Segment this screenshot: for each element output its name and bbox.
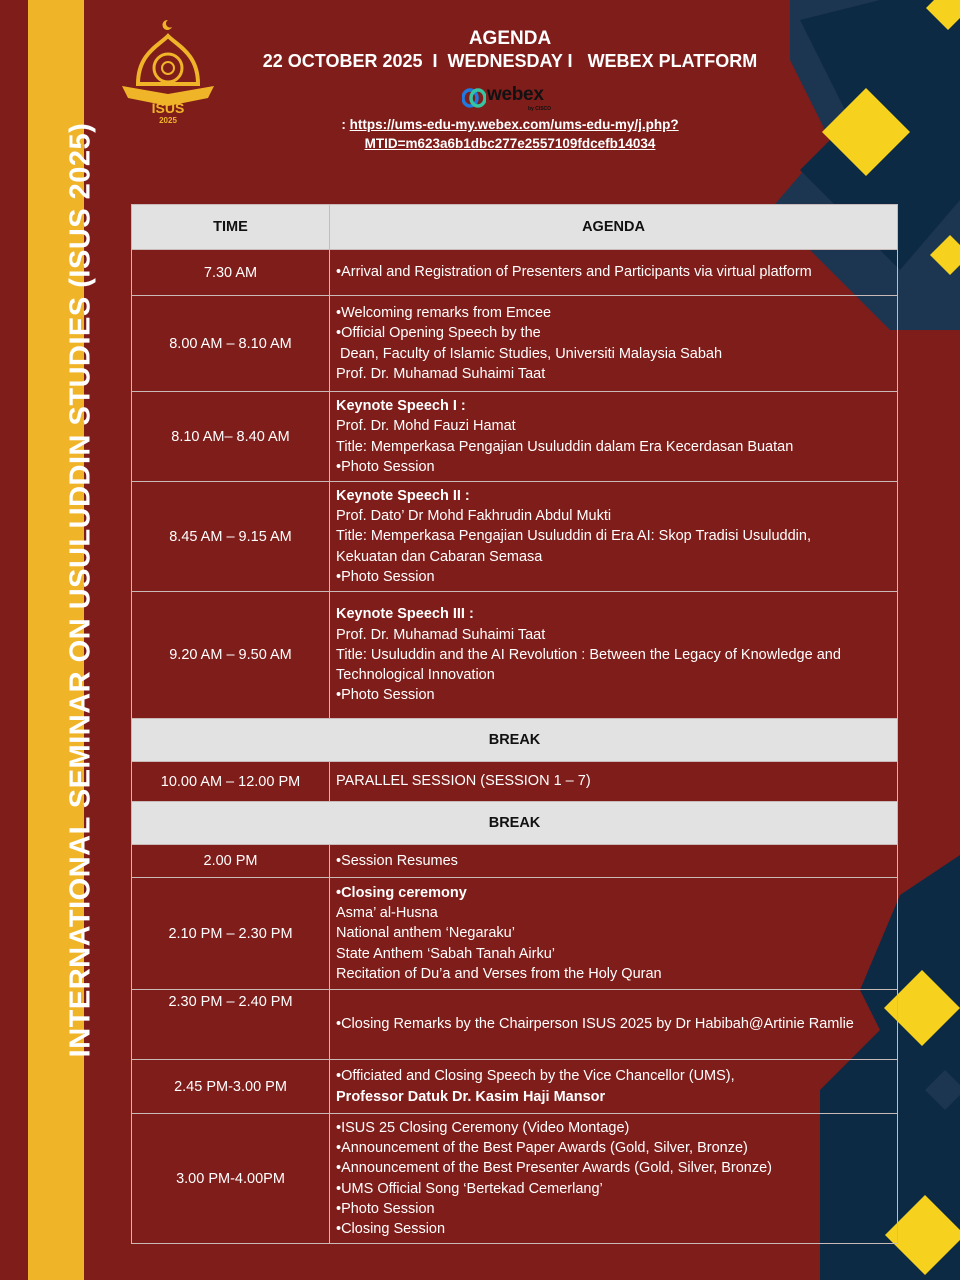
agenda-line: •Officiated and Closing Speech by the Vice Chancellor (UMS), [336, 1068, 735, 1085]
agenda-line: •Closing Remarks by the Chairperson ISUS 2025 by Dr Habibah@Artinie Ramlie [336, 1016, 854, 1033]
time-cell: 2.10 PM – 2.30 PM [132, 878, 330, 990]
agenda-table [131, 204, 898, 1244]
agenda-line: Prof. Dr. Mohd Fauzi Hamat [336, 418, 516, 435]
agenda-line: Title: Memperkasa Pengajian Usuluddin di Era AI: Skop Tradisi Usuluddin, [336, 528, 811, 545]
agenda-line: Recitation of Du’a and Verses from the Holy Quran [336, 965, 662, 982]
table-row [132, 392, 898, 482]
event-date-platform: 22 OCTOBER 2025 I WEDNESDAY I WEBEX PLATFORM [262, 51, 758, 71]
table-row [132, 878, 898, 990]
seminar-title-vertical: INTERNATIONAL SEMINAR ON USULUDDIN STUDIES (ISUS 2025) [64, 122, 97, 1058]
break-label: BREAK [132, 802, 898, 845]
break-row [132, 719, 898, 762]
column-header-time: TIME [132, 205, 330, 250]
table-row [132, 845, 898, 878]
time-cell: 8.45 AM – 9.15 AM [132, 482, 330, 592]
agenda-line: Kekuatan dan Cabaran Semasa [336, 548, 543, 565]
table-row [132, 592, 898, 719]
time-cell: 8.00 AM – 8.10 AM [132, 296, 330, 392]
page-header [220, 28, 800, 72]
link-prefix: : [341, 117, 350, 132]
agenda-line: •UMS Official Song ‘Bertekad Cemerlang’ [336, 1180, 603, 1197]
time-cell: 7.30 AM [132, 250, 330, 296]
break-row [132, 802, 898, 845]
agenda-cell [330, 845, 898, 878]
webex-logo [462, 86, 572, 112]
time-cell: 8.10 AM– 8.40 AM [132, 392, 330, 482]
agenda-cell [330, 878, 898, 990]
agenda-line: Professor Datuk Dr. Kasim Haji Mansor [336, 1088, 606, 1105]
table-row [132, 990, 898, 1060]
agenda-line: •Arrival and Registration of Presenters and Participants via virtual platform [336, 264, 812, 281]
agenda-line: •Photo Session [336, 568, 435, 585]
agenda-line: •Announcement of the Best Presenter Awards (Gold, Silver, Bronze) [336, 1160, 773, 1177]
agenda-line: Asma’ al-Husna [336, 905, 438, 922]
agenda-line: PARALLEL SESSION (SESSION 1 – 7) [336, 773, 591, 790]
agenda-line: •Closing Session [336, 1221, 446, 1238]
agenda-line: •Closing ceremony [336, 884, 467, 901]
time-cell: 2.45 PM-3.00 PM [132, 1060, 330, 1114]
agenda-line: State Anthem ‘Sabah Tanah Airku’ [336, 945, 555, 962]
column-header-agenda: AGENDA [330, 205, 898, 250]
webex-meeting-link [290, 115, 730, 153]
agenda-line: •Announcement of the Best Paper Awards (Gold, Silver, Bronze) [336, 1139, 748, 1156]
agenda-line: •Photo Session [336, 1200, 435, 1217]
webex-by-cisco: by CISCO [528, 106, 552, 112]
time-cell: 3.00 PM-4.00PM [132, 1114, 330, 1244]
table-row [132, 762, 898, 802]
logo-year: 2025 [159, 116, 177, 125]
logo-name: ISUS [151, 100, 185, 116]
agenda-line: •Welcoming remarks from Emcee [336, 304, 552, 321]
agenda-line: •Official Opening Speech by the [336, 325, 541, 342]
logo-wordmark [118, 100, 218, 125]
table-row [132, 482, 898, 592]
meeting-url-line2[interactable]: MTID=m623a6b1dbc277e2557109fdcefb14034 [364, 136, 656, 151]
agenda-line: Title: Usuluddin and the AI Revolution : Between the Legacy of Knowledge and [336, 646, 841, 663]
agenda-line: National anthem ‘Negaraku’ [336, 925, 515, 942]
table-row [132, 296, 898, 392]
table-row [132, 250, 898, 296]
time-cell: 2.30 PM – 2.40 PM [132, 990, 330, 1060]
agenda-line: Prof. Dato’ Dr Mohd Fakhrudin Abdul Mukti [336, 508, 612, 525]
agenda-line: Prof. Dr. Muhamad Suhaimi Taat [336, 365, 546, 382]
agenda-cell [330, 482, 898, 592]
time-cell: 9.20 AM – 9.50 AM [132, 592, 330, 719]
break-label: BREAK [132, 719, 898, 762]
agenda-line: Keynote Speech II : [336, 487, 470, 504]
agenda-cell [330, 392, 898, 482]
agenda-cell [330, 592, 898, 719]
webex-icon [462, 88, 486, 108]
agenda-line: •ISUS 25 Closing Ceremony (Video Montage) [336, 1119, 630, 1136]
page-title: AGENDA [468, 28, 552, 49]
table-header-row [132, 205, 898, 250]
agenda-cell [330, 990, 898, 1060]
meeting-url-line1[interactable]: https://ums-edu-my.webex.com/ums-edu-my/j.php? [349, 117, 679, 132]
agenda-line: Technological Innovation [336, 667, 495, 684]
agenda-line: •Session Resumes [336, 852, 458, 869]
time-cell: 2.00 PM [132, 845, 330, 878]
agenda-cell [330, 762, 898, 802]
agenda-cell [330, 250, 898, 296]
time-cell: 10.00 AM – 12.00 PM [132, 762, 330, 802]
agenda-line: •Photo Session [336, 687, 435, 704]
agenda-line: Keynote Speech I : [336, 397, 466, 414]
agenda-line: Dean, Faculty of Islamic Studies, Universiti Malaysia Sabah [336, 345, 723, 362]
sidebar-banner [28, 0, 97, 1280]
agenda-body [132, 250, 898, 1244]
agenda-cell [330, 1114, 898, 1244]
agenda-cell [330, 296, 898, 392]
agenda-line: •Photo Session [336, 458, 435, 475]
agenda-line: Title: Memperkasa Pengajian Usuluddin dalam Era Kecerdasan Buatan [336, 438, 794, 455]
table-row [132, 1060, 898, 1114]
webex-wordmark: webex [487, 84, 544, 105]
agenda-line: Keynote Speech III : [336, 606, 474, 623]
agenda-line: Prof. Dr. Muhamad Suhaimi Taat [336, 626, 546, 643]
agenda-cell [330, 1060, 898, 1114]
table-row [132, 1114, 898, 1244]
